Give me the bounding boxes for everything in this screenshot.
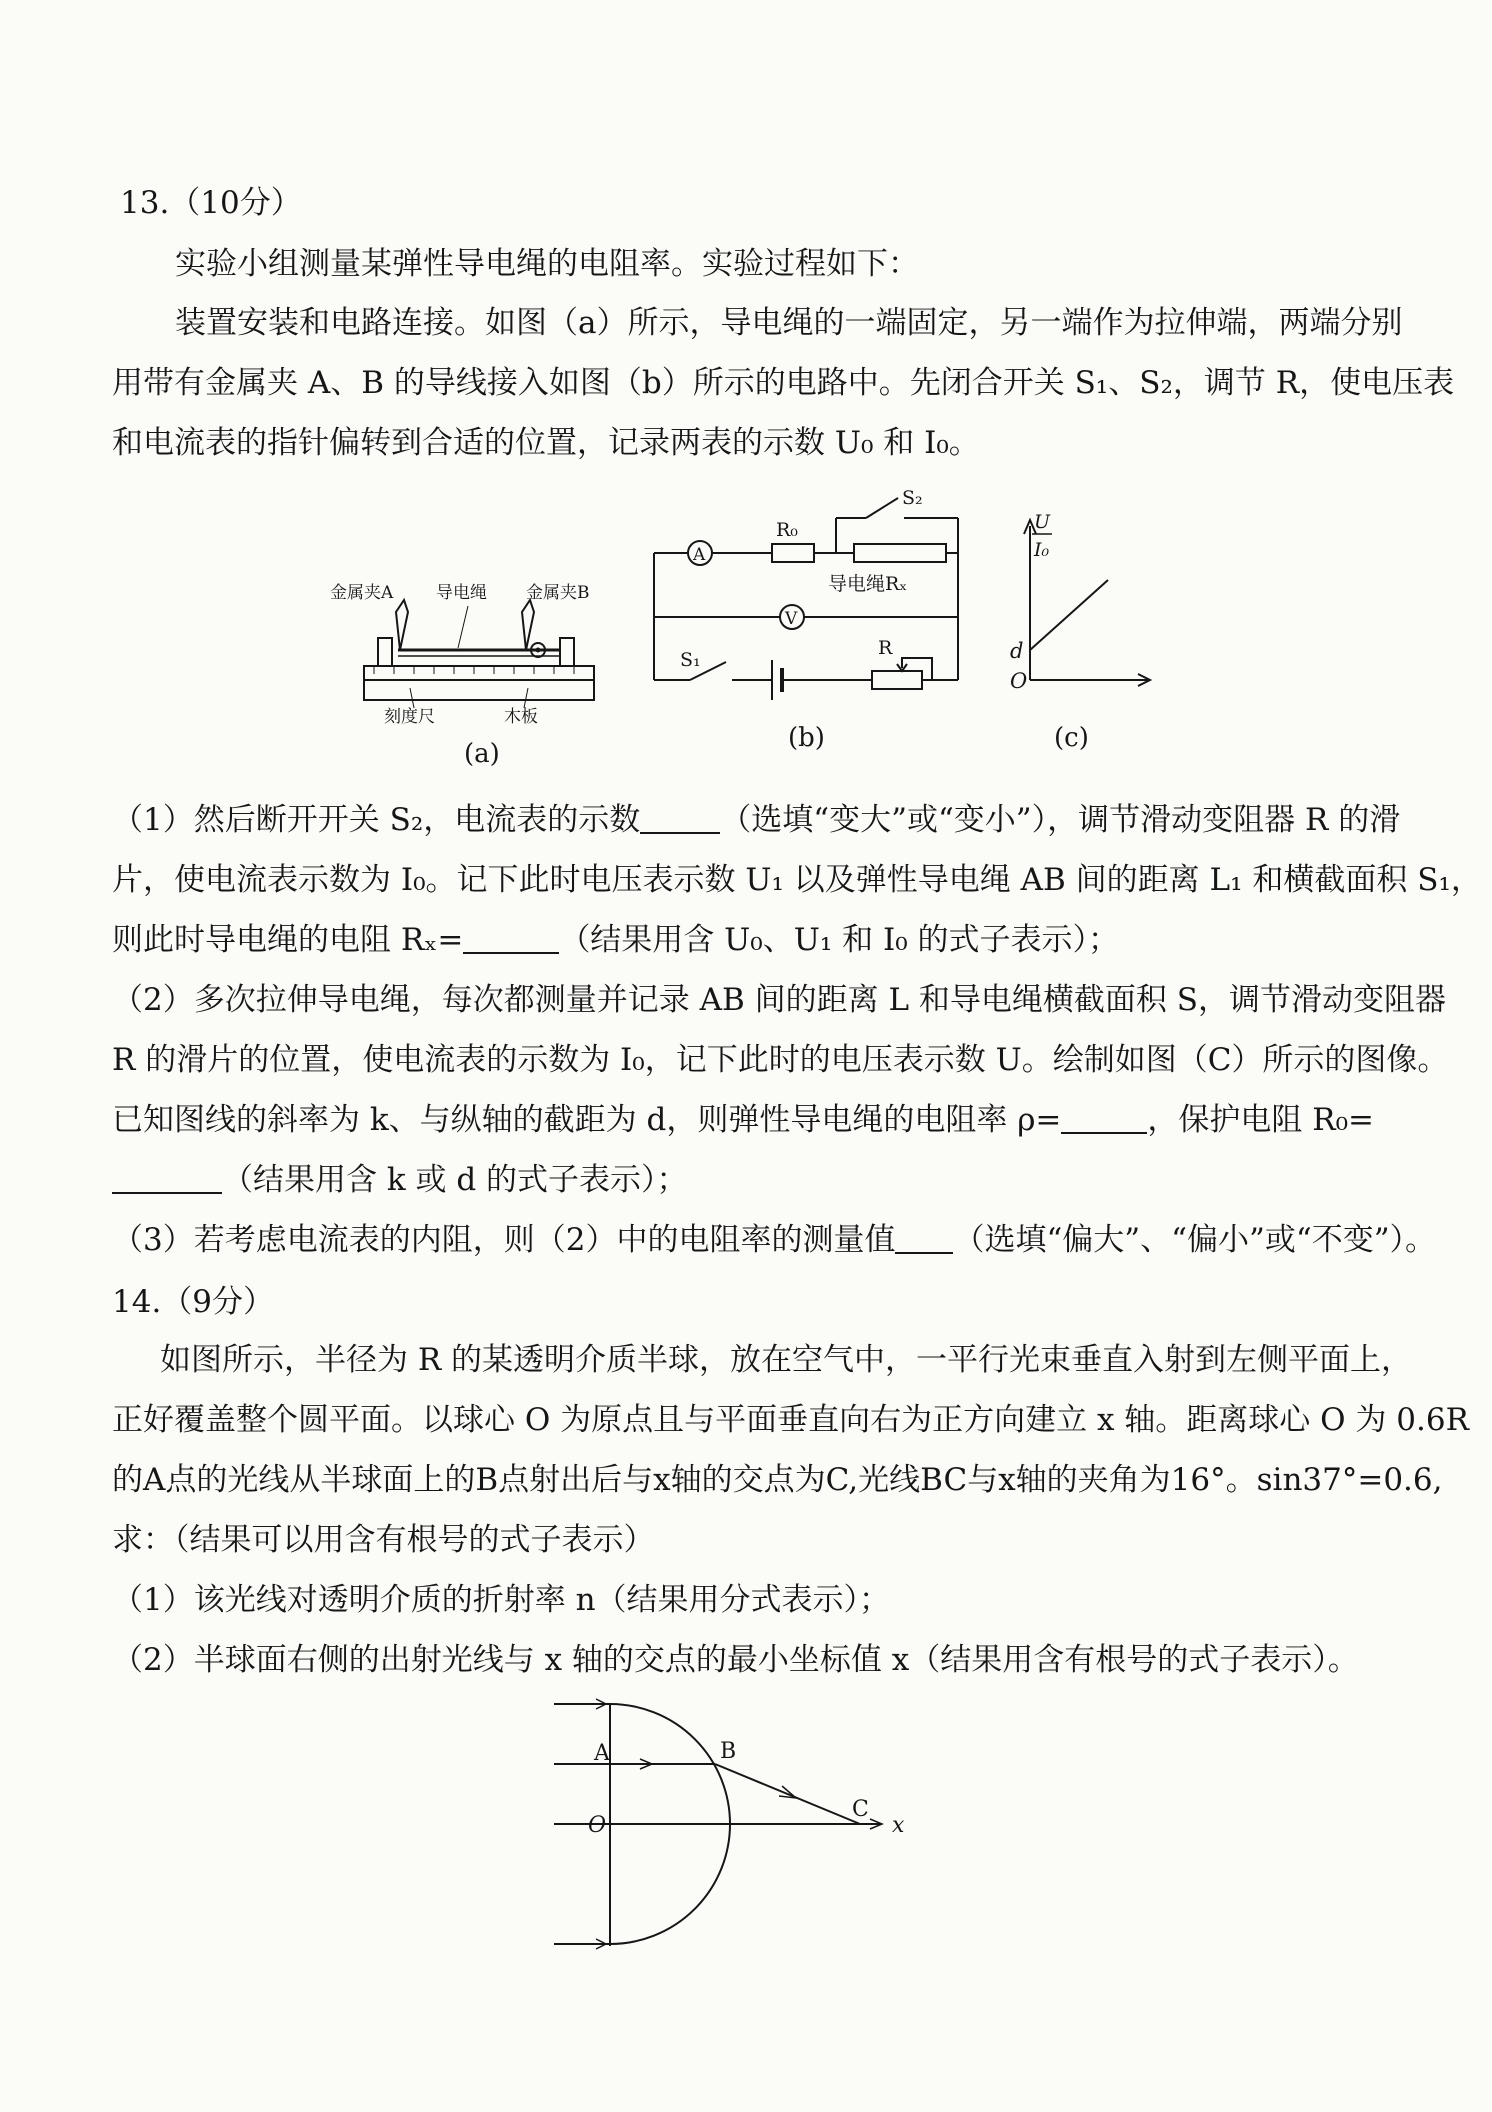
q14-text-line-1: 如图所示，半径为 R 的某透明介质半球，放在空气中，一平行光束垂直入射到左侧平面上， [160,1342,1413,1378]
ruler [364,666,594,680]
rheostat-r [872,671,922,689]
label-clip-a: 金属夹A [330,583,394,603]
caption-b: (b) [788,723,825,753]
q13-part2-line-3-b: ，保护电阻 R₀= [1147,1102,1374,1138]
q13-part1-line-1 [112,800,1400,840]
caption-a: (a) [464,739,500,769]
q13-part2-line-1: （2）多次拉伸导电绳，每次都测量并记录 AB 间的距离 L 和导电绳横截面积 S，调节滑动变阻器 [112,982,1446,1018]
q13-part1-line-3 [112,920,1119,960]
refracted-ray-bc [715,1764,860,1824]
y-label-denominator: I₀ [1034,539,1050,561]
figure-b-circuit [640,487,960,760]
graph-line [1030,580,1108,650]
blank-resistivity[interactable] [1061,1104,1147,1134]
point-a-label: A [594,1741,610,1766]
blank-rx[interactable] [463,924,559,954]
q13-part2-line-4-text: （结果用含 k 或 d 的式子表示）； [222,1162,688,1198]
blank-current-change[interactable] [640,804,720,834]
q13-part1-line-3-b: （结果用含 U₀、U₁ 和 I₀ 的式子表示）； [559,922,1120,958]
q13-part2-line-3 [112,1100,1374,1140]
fixed-post [378,638,392,666]
label-rope: 导电绳 [436,583,487,603]
q13-part3-a: （3）若考虑电流表的内阻，则（2）中的电阻率的测量值 [112,1222,896,1258]
figure-a-apparatus [318,570,618,770]
q14-part1: （1）该光线对透明介质的折射率 n（结果用分式表示）； [112,1582,891,1618]
q14-text-line-2: 正好覆盖整个圆平面。以球心 O 为原点且与平面垂直向右为正方向建立 x 轴。距离球心 O 为 0.6R [112,1402,1469,1438]
q14-part2: （2）半球面右侧的出射光线与 x 轴的交点的最小坐标值 x（结果用含有根号的式子表示）。 [112,1642,1359,1678]
label-s2: S₂ [902,487,923,509]
q13-part2-line-4 [112,1160,688,1200]
q13-part2-line-3-a: 已知图线的斜率为 k、与纵轴的截距为 d，则弹性导电绳的电阻率 ρ= [112,1102,1062,1138]
q13-part1-line-1-a: （1）然后断开开关 S₂，电流表的示数 [112,802,641,838]
x-axis-label: x [892,1813,905,1838]
q13-setup-line-1: 装置安装和电路连接。如图（a）所示，导电绳的一端固定，另一端作为拉伸端，两端分别 [175,305,1403,341]
origin-label: O [1010,669,1028,693]
hemisphere-figure [540,1690,960,1960]
label-r: R [878,637,893,659]
point-b-label: B [720,1739,737,1764]
label-ruler: 刻度尺 [384,707,435,727]
label-r0: R₀ [776,519,798,541]
point-c-label: C [852,1797,869,1822]
q14-text-line-4: 求：（结果可以用含有根号的式子表示） [112,1522,655,1558]
label-board: 木板 [504,707,538,727]
rope-resistor-rx [854,544,946,562]
point-o-label: O [588,1813,607,1838]
q13-part3 [112,1220,1436,1260]
voltmeter-symbol: V [785,609,798,629]
intercept-label: d [1010,639,1024,663]
q13-part1-line-2: 片，使电流表示数为 I₀。记下此时电压表示数 U₁ 以及弹性导电绳 AB 间的距离 L₁ 和横截面积 S₁， [112,862,1482,898]
q13-part1-line-3-a: 则此时导电绳的电阻 Rₓ= [112,922,464,958]
blank-measurement-error[interactable] [895,1224,953,1254]
figure-c-graph [990,490,1150,760]
caption-c: (c) [1054,723,1089,753]
q13-intro: 实验小组测量某弹性导电绳的电阻率。实验过程如下： [175,246,919,282]
protective-resistor-r0 [772,544,814,562]
blank-r0[interactable] [112,1164,222,1194]
label-s1: S₁ [680,649,701,671]
q14-header: 14.（9分） [112,1284,275,1320]
pull-post [560,638,574,666]
q13-header: 13.（10分） [120,185,302,221]
q13-setup-line-3: 和电流表的指针偏转到合适的位置，记录两表的示数 U₀ 和 I₀。 [112,425,980,461]
label-clip-b: 金属夹B [526,583,590,603]
q13-setup-line-2: 用带有金属夹 A、B 的导线接入如图（b）所示的电路中。先闭合开关 S₁、S₂，调节 R，使电压表 [112,365,1455,401]
label-rope-rx: 导电绳Rₓ [828,573,908,595]
y-label-numerator: U [1034,511,1051,533]
ammeter-symbol: A [693,545,706,565]
q13-part1-line-1-b: （选填“变大”或“变小”），调节滑动变阻器 R 的滑 [720,802,1401,838]
switch-s2 [866,498,898,518]
q13-part3-b: （选填“偏大”、“偏小”或“不变”）。 [953,1222,1437,1258]
clip-b [522,600,534,650]
q13-part2-line-2: R 的滑片的位置，使电流表的示数为 I₀，记下此时的电压表示数 U。绘制如图（C）所示的图像。 [112,1042,1449,1078]
q14-text-line-3: 的A点的光线从半球面上的B点射出后与x轴的交点为C,光线BC与x轴的夹角为16°。sin37°=0.6, [112,1462,1443,1498]
clip-a [396,600,408,650]
wood-board [364,680,594,700]
